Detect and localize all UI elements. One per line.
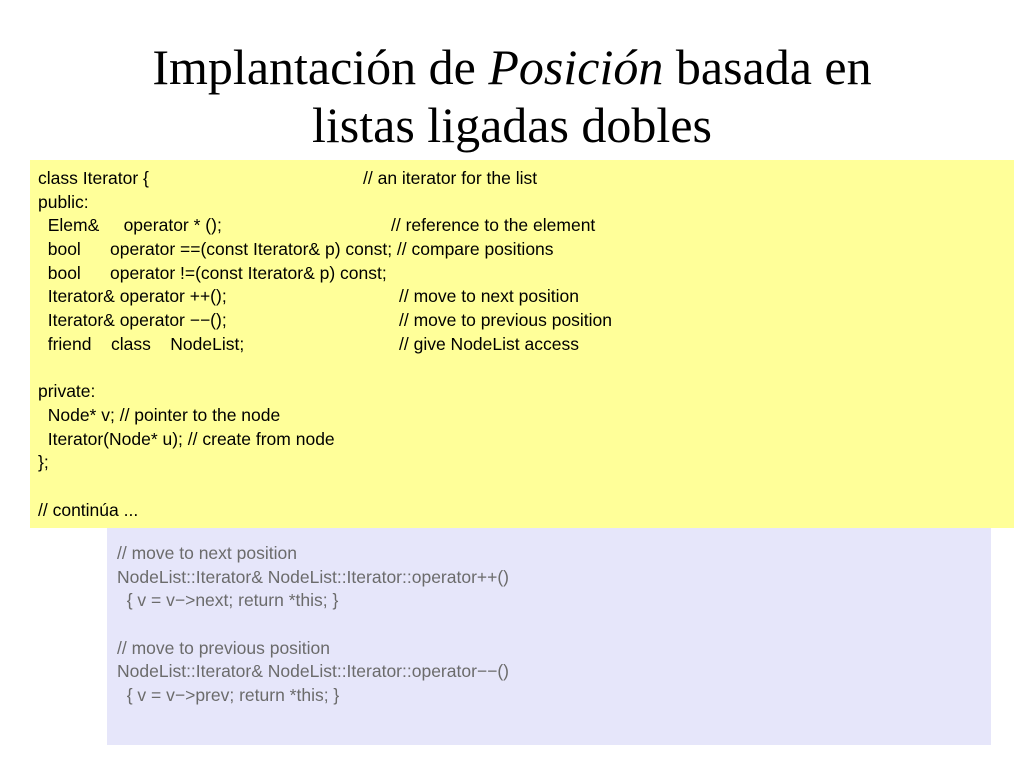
code-comment: // give NodeList access — [399, 333, 579, 354]
code-text: class Iterator { — [38, 168, 149, 188]
implementation-code — [117, 542, 509, 708]
class-definition-code — [38, 167, 613, 522]
class-code-line — [38, 262, 554, 286]
class-code-line — [38, 404, 554, 428]
slide-title — [40, 38, 984, 154]
code-text: Iterator& operator ++(); — [38, 286, 227, 307]
code-text: bool operator !=(const Iterator& p) const; — [38, 262, 387, 283]
class-code-line — [38, 428, 554, 452]
impl-code-line: { v = v−>next; return *this; } — [117, 590, 339, 611]
code-text: friend class NodeList; — [38, 333, 245, 354]
class-code-line — [38, 285, 579, 309]
code-text: Iterator(Node* u); // create from node — [38, 428, 335, 449]
code-text: Node* v; // pointer to the node — [38, 404, 281, 425]
class-code-line — [38, 475, 554, 499]
code-text: }; — [38, 452, 49, 473]
code-comment: // an iterator for the list — [363, 168, 538, 188]
impl-code-line: { v = v−>prev; return *this; } — [117, 685, 340, 706]
impl-code-line: // move to previous position — [117, 637, 331, 658]
code-text: Iterator& operator −−(); — [38, 310, 227, 331]
class-code-line — [38, 238, 554, 262]
title-line-1 — [40, 38, 984, 96]
code-comment: // reference to the element — [391, 215, 596, 236]
title-emphasis: Posición — [488, 39, 664, 95]
class-code-line — [38, 499, 554, 523]
title-part-2: basada en — [663, 39, 872, 95]
class-code-line — [38, 167, 554, 191]
class-code-line — [38, 380, 554, 404]
class-definition-box — [30, 160, 1014, 528]
code-text: Elem& operator * (); — [38, 215, 222, 236]
impl-code-line: NodeList::Iterator& NodeList::Iterator::operator−−() — [117, 661, 509, 682]
code-comment: // move to next position — [399, 286, 579, 307]
impl-code-line: // move to next position — [117, 543, 297, 563]
code-text: private: — [38, 381, 96, 402]
class-code-line — [38, 333, 579, 357]
class-code-line — [38, 191, 554, 215]
class-code-line — [38, 357, 554, 381]
class-code-line — [38, 214, 596, 238]
class-code-line — [38, 451, 554, 475]
class-code-line — [38, 309, 613, 333]
code-comment: // move to previous position — [399, 310, 613, 331]
code-text: public: — [38, 191, 89, 212]
title-line-2: listas ligadas dobles — [312, 97, 712, 153]
impl-code-line: NodeList::Iterator& NodeList::Iterator::operator++() — [117, 566, 509, 587]
impl-code-line — [117, 613, 509, 637]
title-part-1: Implantación de — [152, 39, 489, 95]
code-text: bool operator ==(const Iterator& p) const; // compare positions — [38, 239, 554, 260]
code-text: // continúa ... — [38, 499, 139, 520]
implementation-code-box — [107, 520, 991, 745]
